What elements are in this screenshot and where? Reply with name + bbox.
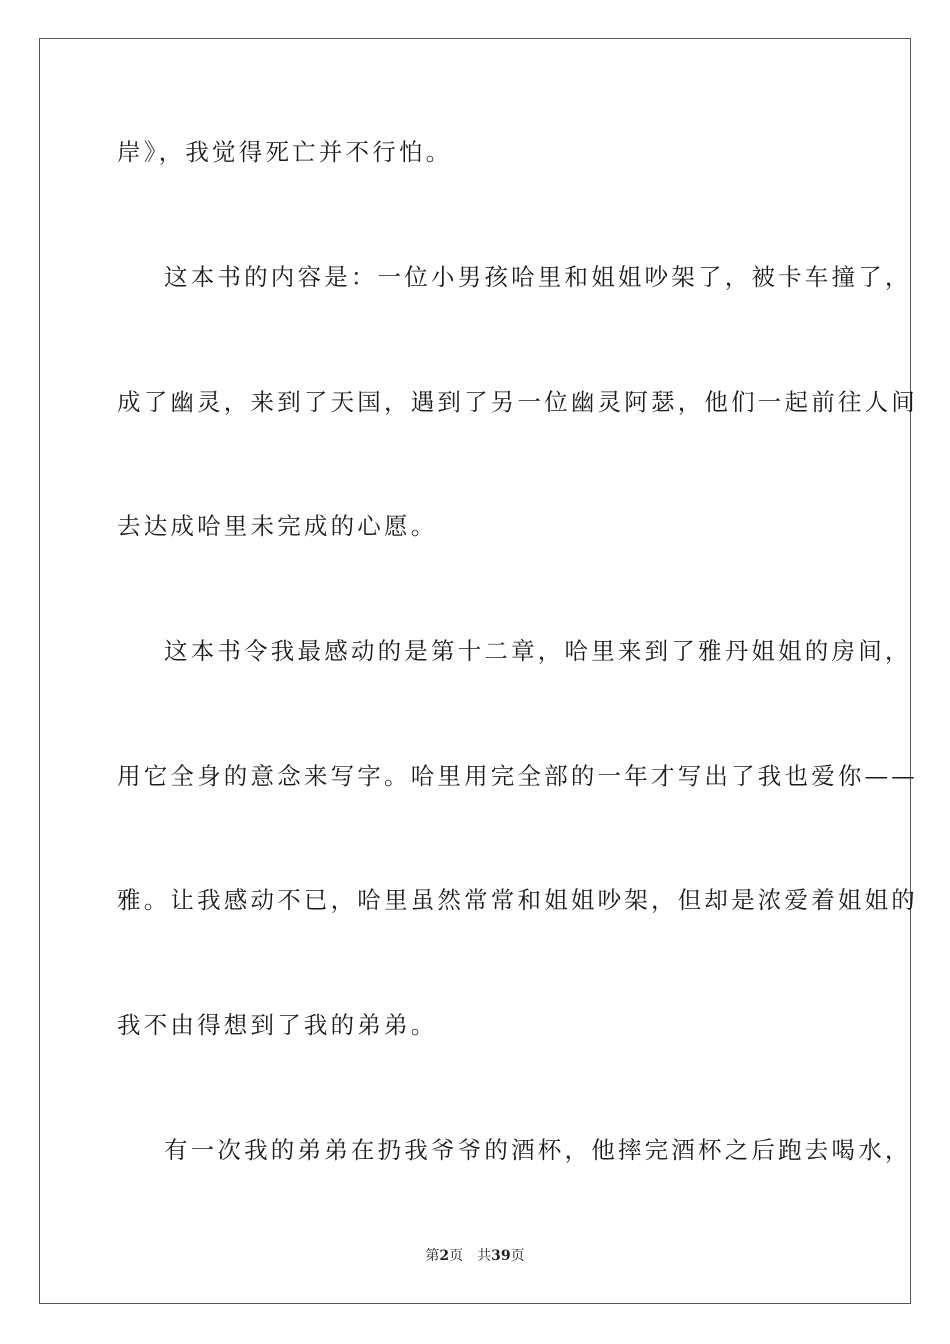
page-number: 第2页 (425, 1248, 464, 1264)
body-line-1: 岸》，我觉得死亡并不行怕。 (117, 138, 453, 166)
body-line-4: 去达成哈里未完成的心愿。 (117, 512, 438, 540)
page-footer (0, 1247, 950, 1265)
body-line-2: 这本书的内容是：一位小男孩哈里和姐姐吵架了，被卡车撞了， (164, 263, 912, 291)
body-line-3: 成了幽灵，来到了天国，遇到了另一位幽灵阿瑟，他们一起前往人间 (117, 388, 918, 416)
body-line-8: 我不由得想到了我的弟弟。 (117, 1011, 438, 1039)
body-line-9: 有一次我的弟弟在扔我爷爷的酒杯，他摔完酒杯之后跑去喝水， (164, 1136, 912, 1164)
page-total: 共39页 (477, 1248, 525, 1264)
body-line-6: 用它全身的意念来写字。哈里用完全部的一年才写出了我也爱你—— (117, 762, 918, 790)
page-border (39, 38, 918, 1304)
body-line-5: 这本书令我最感动的是第十二章，哈里来到了雅丹姐姐的房间， (164, 637, 912, 665)
body-line-7: 雅。让我感动不已，哈里虽然常常和姐姐吵架，但却是浓爱着姐姐的 (117, 886, 918, 914)
